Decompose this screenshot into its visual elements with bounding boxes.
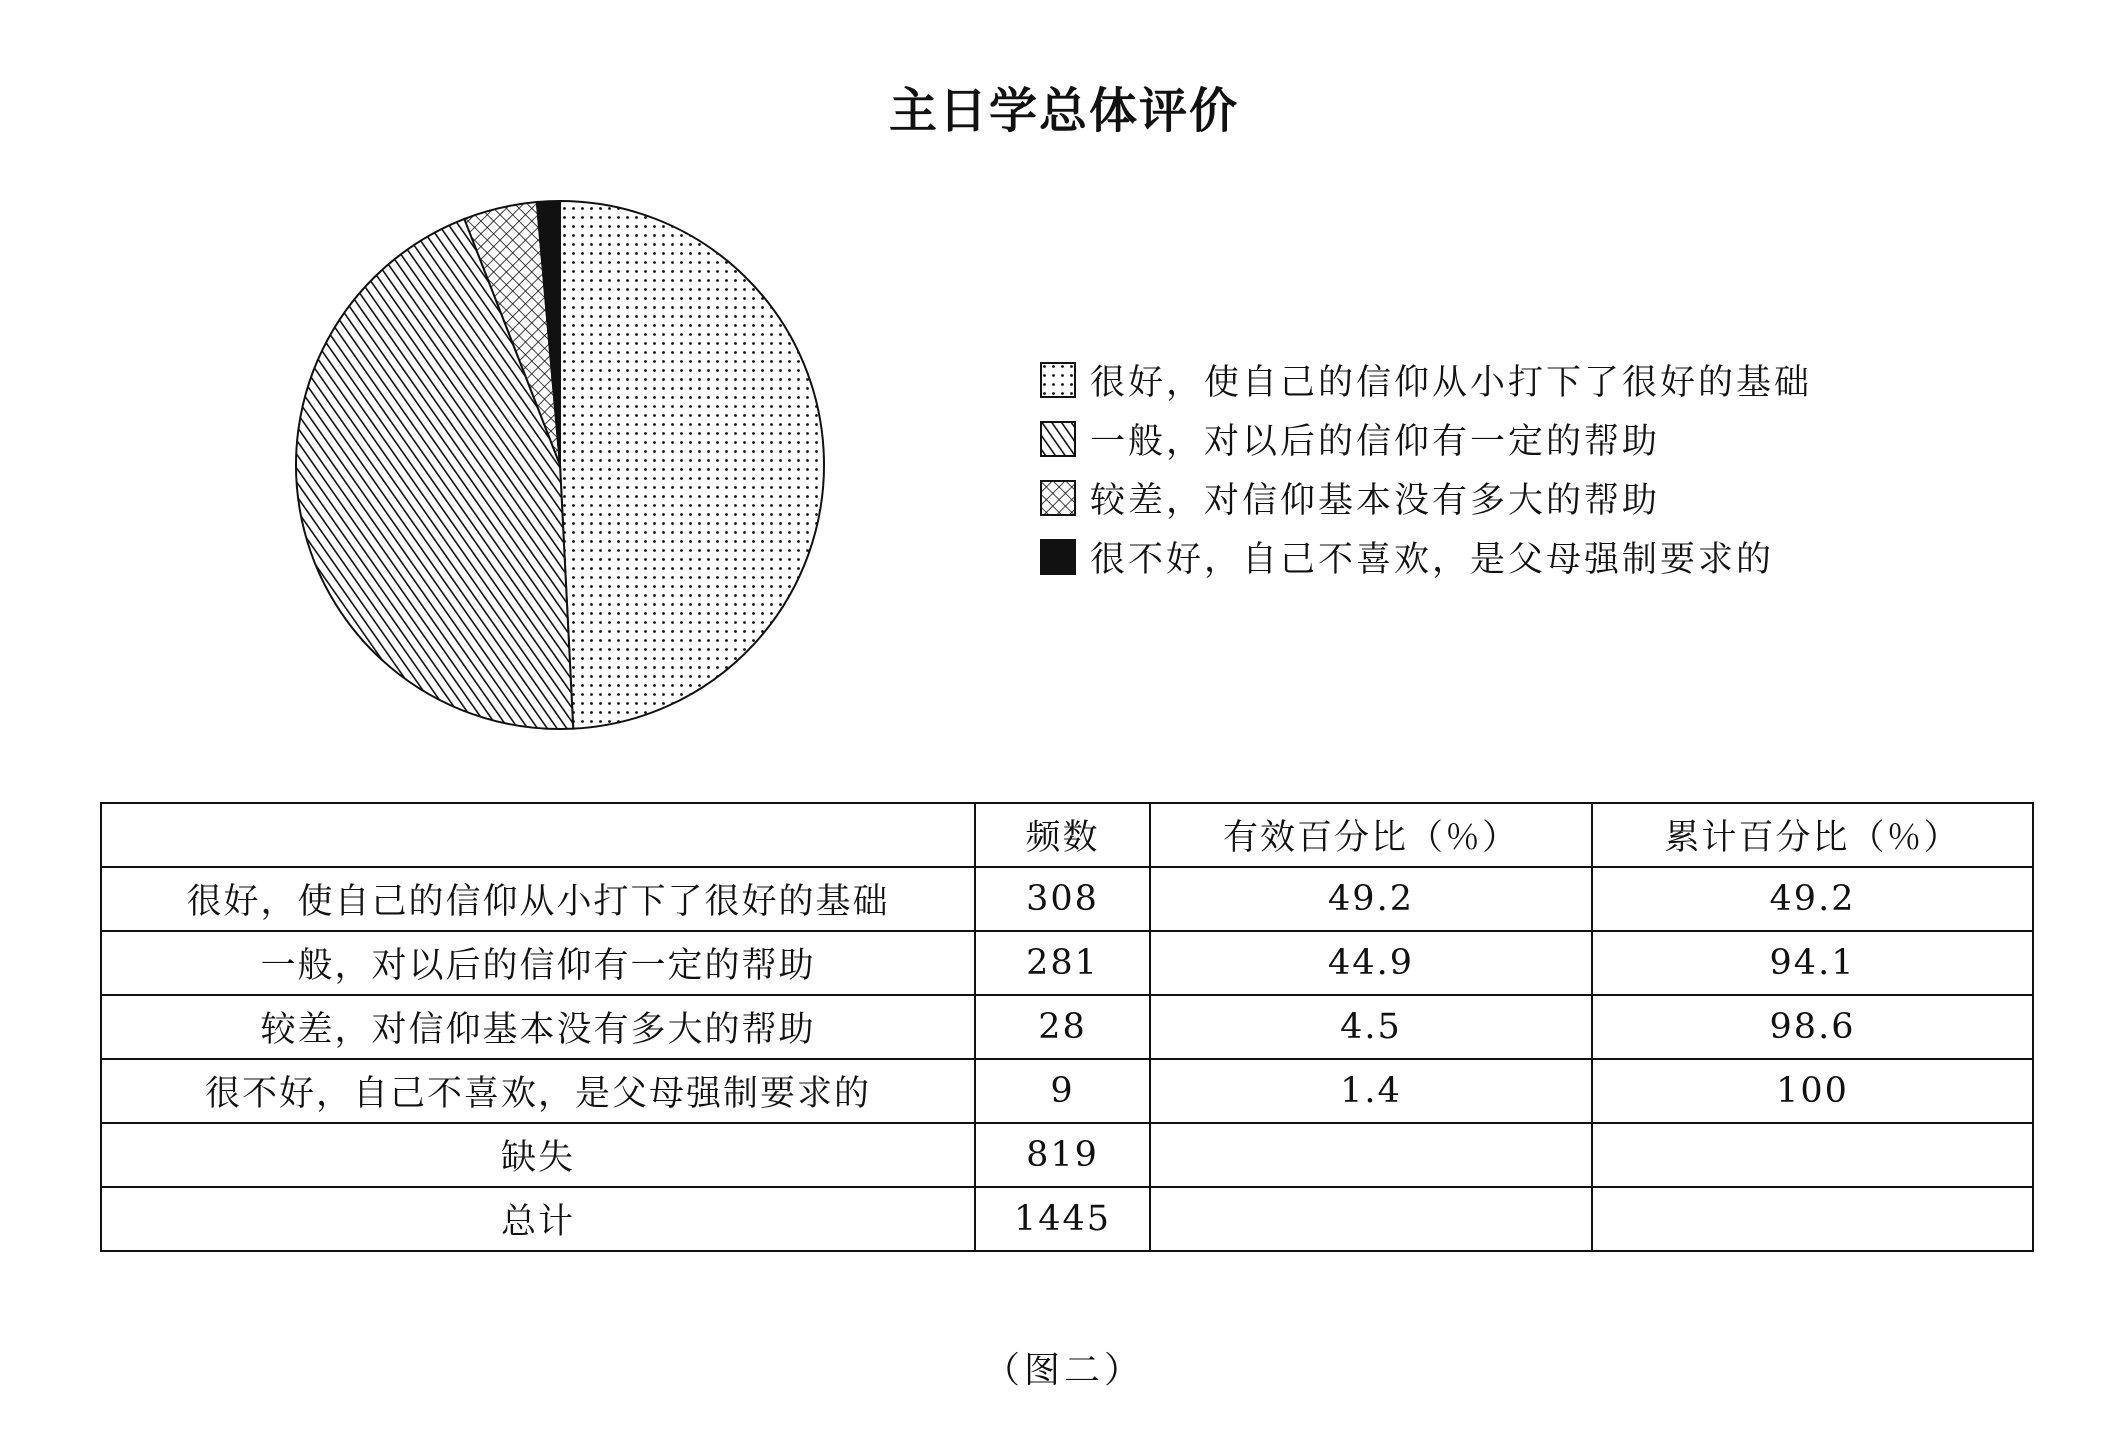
table-cell: 较差，对信仰基本没有多大的帮助	[101, 995, 975, 1059]
legend-swatch-solid	[1040, 539, 1076, 575]
legend-label: 很好，使自己的信仰从小打下了很好的基础	[1090, 362, 1813, 403]
chart-title: 主日学总体评价	[888, 83, 1239, 139]
table-cell: 281	[975, 931, 1150, 995]
figure-caption: （图二）	[983, 1350, 1144, 1391]
table-row	[101, 995, 2033, 1059]
legend	[1040, 350, 1812, 586]
table-cell	[1592, 1123, 2033, 1187]
table-cell: 一般，对以后的信仰有一定的帮助	[101, 931, 975, 995]
table-row	[101, 931, 2033, 995]
table-cell: 49.2	[1150, 867, 1592, 931]
table-row	[101, 1187, 2033, 1251]
table-cell: 1.4	[1150, 1059, 1592, 1123]
table-cell: 很不好，自己不喜欢，是父母强制要求的	[101, 1059, 975, 1123]
legend-swatch-diagonal	[1040, 421, 1076, 457]
table-cell: 总计	[101, 1187, 975, 1251]
table-cell: 100	[1592, 1059, 2033, 1123]
legend-item-very-good	[1040, 350, 1812, 409]
table-row	[101, 1059, 2033, 1123]
table-cell: 很好，使自己的信仰从小打下了很好的基础	[101, 867, 975, 931]
table-cell: 819	[975, 1123, 1150, 1187]
legend-label: 较差，对信仰基本没有多大的帮助	[1090, 480, 1661, 521]
table-cell	[1150, 1123, 1592, 1187]
table-cell: 缺失	[101, 1123, 975, 1187]
pie-chart	[290, 195, 830, 735]
legend-item-poor	[1040, 468, 1812, 527]
table-row	[101, 867, 2033, 931]
legend-swatch-dots	[1040, 362, 1076, 398]
table-cell: 4.5	[1150, 995, 1592, 1059]
legend-item-very-bad	[1040, 527, 1812, 586]
table-cell: 9	[975, 1059, 1150, 1123]
table-cell: 44.9	[1150, 931, 1592, 995]
table-cell	[1150, 1187, 1592, 1251]
header-cell	[101, 803, 975, 867]
header-cell: 累计百分比（％）	[1592, 803, 2033, 867]
table-cell: 28	[975, 995, 1150, 1059]
table-cell: 308	[975, 867, 1150, 931]
legend-swatch-crosshatch	[1040, 480, 1076, 516]
table-cell: 98.6	[1592, 995, 2033, 1059]
table-row	[101, 1123, 2033, 1187]
legend-item-average	[1040, 409, 1812, 468]
header-cell: 频数	[975, 803, 1150, 867]
table-cell: 49.2	[1592, 867, 2033, 931]
table-cell	[1592, 1187, 2033, 1251]
legend-label: 很不好，自己不喜欢，是父母强制要求的	[1090, 539, 1775, 580]
header-cell: 有效百分比（％）	[1150, 803, 1592, 867]
table-header-row	[101, 803, 2033, 867]
frequency-table	[100, 802, 2034, 1252]
table-cell: 94.1	[1592, 931, 2033, 995]
table-cell: 1445	[975, 1187, 1150, 1251]
pie-slice-dots	[560, 201, 824, 729]
legend-label: 一般，对以后的信仰有一定的帮助	[1090, 421, 1661, 462]
